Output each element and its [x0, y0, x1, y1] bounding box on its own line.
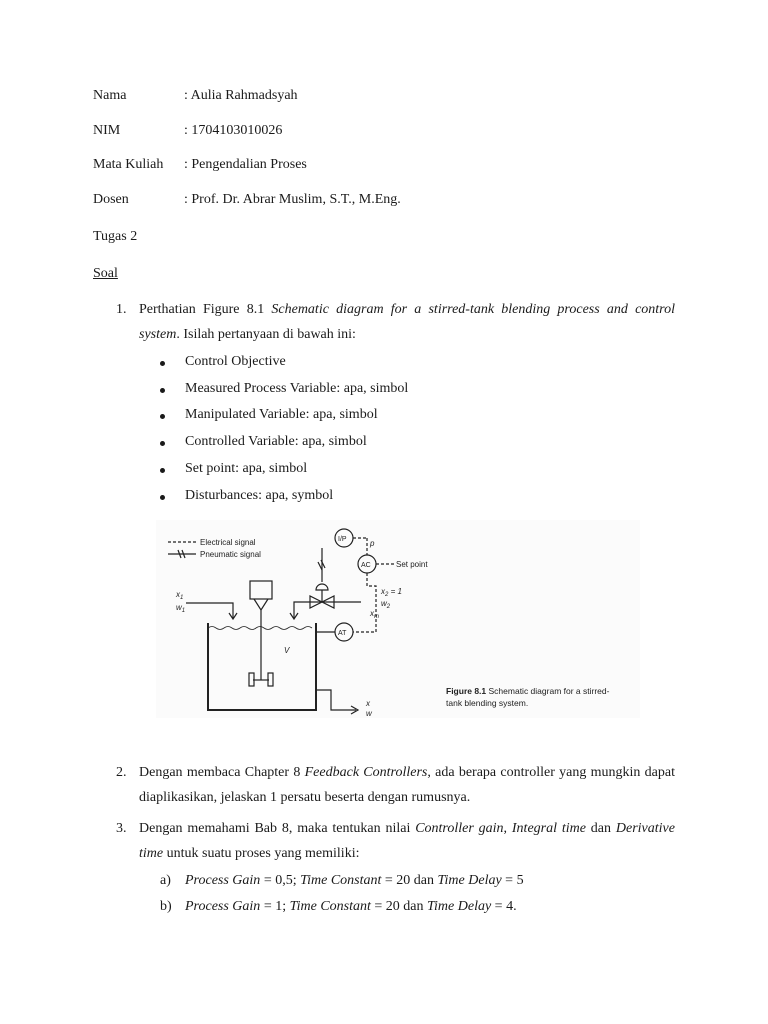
figure-caption-line2: tank blending system.	[446, 698, 529, 708]
process-gain-term: Process Gain	[185, 873, 261, 888]
time-delay-value: = 4.	[491, 899, 517, 914]
question-1-text-b: . Isilah pertanyaan di bawah ini:	[176, 327, 356, 342]
time-constant-term: Time Constant	[300, 873, 382, 888]
lecturer-value: : Prof. Dr. Abrar Muslim, S.T., M.Eng.	[184, 192, 401, 207]
process-gain-value: = 0,5;	[260, 873, 301, 888]
sub-letter: a)	[160, 873, 171, 888]
time-delay-term: Time Delay	[427, 899, 492, 914]
setpoint-label: Set point	[396, 560, 428, 569]
figure-8-1	[156, 520, 640, 718]
outlet-stream	[316, 690, 356, 710]
x1-label: $x_1$	[176, 590, 184, 601]
stirred-tank-diagram	[156, 520, 640, 718]
question-3-text	[139, 816, 675, 866]
question-1-italic: Schematic diagram for a stirred-tank blending process and control system	[139, 302, 675, 342]
time-delay-value: = 5	[501, 873, 524, 888]
question-2-italic: Feedback Controllers	[304, 765, 428, 780]
bullet-text: Manipulated Variable: apa, simbol	[185, 407, 378, 422]
lecturer-label: Dosen	[93, 192, 129, 207]
question-3-text-b: dan	[585, 821, 616, 836]
w-out-label: w	[366, 709, 372, 718]
soal-heading: Soal	[93, 266, 118, 281]
liquid-surface	[208, 627, 312, 630]
bullet-text: Measured Process Variable: apa, simbol	[185, 381, 409, 396]
separator: ,	[503, 821, 512, 836]
bullet-text: Set point: apa, simbol	[185, 461, 308, 476]
question-1-number: 1.	[116, 302, 127, 317]
derivative-time-term: Derivative time	[139, 821, 675, 861]
legend-pneumatic-text: Pneumatic signal	[200, 550, 261, 559]
p-label: p	[370, 539, 375, 548]
nim-value: : 1704103010026	[184, 123, 283, 138]
time-delay-term: Time Delay	[437, 873, 502, 888]
name-value: : Aulia Rahmadsyah	[184, 88, 298, 103]
bullet-text: Disturbances: apa, symbol	[185, 488, 334, 503]
question-1-text-a: Perthatian Figure 8.1	[139, 302, 272, 317]
integral-time-term: Integral time	[511, 821, 586, 836]
inlet-stream-1	[186, 603, 233, 618]
motor	[250, 581, 272, 599]
question-3-text-a: Dengan memahami Bab 8, maka tentukan nilai	[139, 821, 416, 836]
volume-label: V	[284, 646, 290, 655]
tank-outline	[208, 623, 316, 710]
bullet-text: Control Objective	[185, 354, 286, 369]
at-label: AT	[338, 630, 347, 637]
ip-label: I/P	[338, 536, 347, 543]
course-label: Mata Kuliah	[93, 157, 164, 172]
sub-item-a	[160, 873, 524, 889]
ac-label: AC	[361, 562, 371, 569]
question-2-text	[139, 760, 675, 810]
question-3-text-c: untuk suatu proses yang memiliki:	[163, 846, 360, 861]
time-constant-value: = 20 dan	[370, 899, 428, 914]
xm-label: $x_m$	[370, 609, 379, 620]
legend-electrical-text: Electrical signal	[200, 538, 256, 547]
question-2-number: 2.	[116, 765, 127, 780]
question-1-text	[139, 297, 675, 347]
nim-label: NIM	[93, 123, 121, 138]
time-constant-term: Time Constant	[289, 899, 371, 914]
question-2-text-b: , ada berapa controller yang mungkin dapat diaplikasikan, jelaskan 1 persatu beserta dengan rumusnya.	[139, 765, 676, 805]
process-gain-value: = 1;	[260, 899, 290, 914]
controller-gain-term: Controller gain	[415, 821, 504, 836]
question-2-text-a: Dengan membaca Chapter 8	[139, 765, 305, 780]
w2-label: $w_2$	[381, 599, 391, 610]
x2-label: $x_2 = 1$	[381, 587, 402, 598]
assignment-title: Tugas 2	[93, 229, 138, 244]
x-out-label: x	[366, 699, 370, 708]
sub-item-b	[160, 899, 517, 915]
course-value: : Pengendalian Proses	[184, 157, 307, 172]
process-gain-term: Process Gain	[185, 899, 261, 914]
bullet-text: Controlled Variable: apa, simbol	[185, 434, 367, 449]
figure-caption-line1: Figure 8.1 Schematic diagram for a stirred-	[446, 686, 610, 696]
time-constant-value: = 20 dan	[381, 873, 438, 888]
name-label: Nama	[93, 88, 127, 103]
w1-label: $w_1$	[176, 603, 186, 614]
question-3-number: 3.	[116, 821, 127, 836]
sub-letter: b)	[160, 899, 172, 914]
